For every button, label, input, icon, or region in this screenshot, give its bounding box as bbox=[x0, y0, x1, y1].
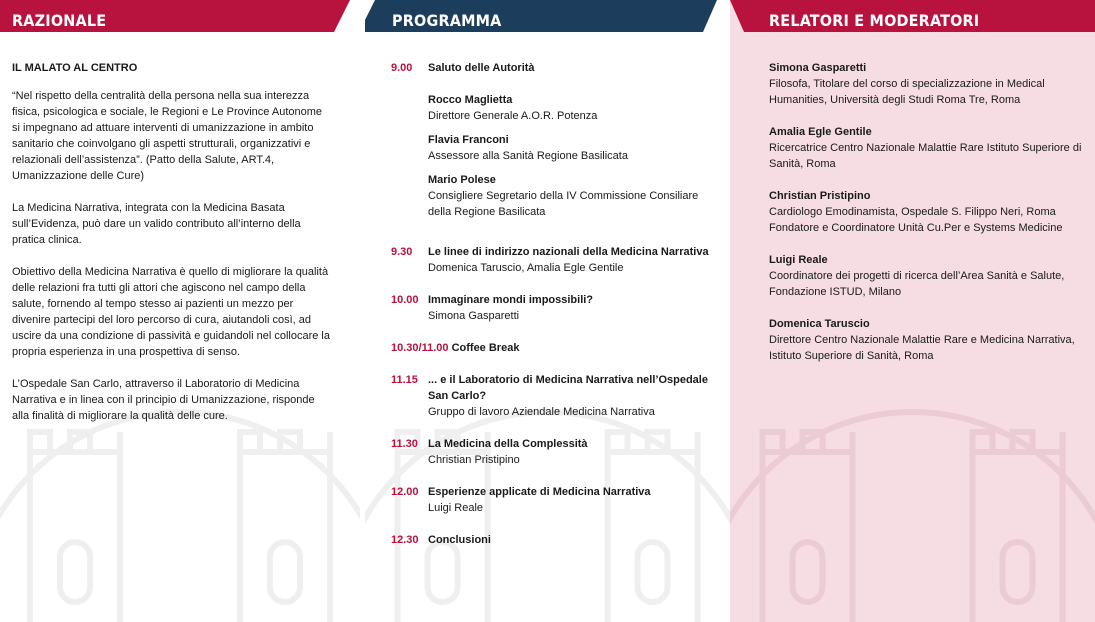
program-item bbox=[391, 292, 721, 324]
program-item bbox=[391, 532, 721, 548]
program-speaker: Luigi Reale bbox=[428, 502, 484, 514]
program-banner-title: PROGRAMMA bbox=[392, 11, 502, 30]
program-speaker: Domenica Taruscio, Amalia Egle Gentile bbox=[428, 262, 624, 274]
program-item bbox=[391, 484, 721, 516]
program-speaker: Simona Gasparetti bbox=[428, 310, 520, 322]
program-speaker bbox=[428, 92, 721, 124]
program-item bbox=[391, 436, 721, 468]
speaker-entry bbox=[769, 124, 1089, 172]
program-time: 11.15 bbox=[391, 374, 418, 386]
program-banner bbox=[365, 0, 730, 32]
program-title: Esperienze applicate di Medicina Narrativa bbox=[428, 486, 651, 498]
program-speaker: Gruppo di lavoro Aziendale Medicina Narrativa bbox=[428, 406, 655, 418]
program-time: 10.00 bbox=[391, 294, 419, 306]
program-title: Saluto delle Autorità bbox=[428, 62, 535, 74]
speaker-name: Mario Polese bbox=[428, 174, 496, 186]
speaker-name: Christian Pristipino bbox=[769, 190, 871, 202]
rationale-column bbox=[0, 0, 365, 622]
speakers-column bbox=[730, 0, 1095, 622]
program-title: Conclusioni bbox=[428, 534, 491, 546]
program-speaker bbox=[428, 172, 721, 220]
speaker-entry bbox=[769, 316, 1089, 364]
program-title: Le linee di indirizzo nazionali della Medicina Narrativa bbox=[428, 246, 709, 258]
program-time: 9.00 bbox=[391, 62, 413, 74]
speaker-name: Rocco Maglietta bbox=[428, 94, 513, 106]
speaker-name: Luigi Reale bbox=[769, 254, 828, 266]
rationale-subtitle: IL MALATO AL CENTRO bbox=[12, 62, 138, 74]
program-item bbox=[391, 244, 721, 276]
program-time: 12.00 bbox=[391, 486, 419, 498]
rationale-content bbox=[12, 60, 332, 440]
program-item bbox=[391, 60, 721, 220]
program-title: Immaginare mondi impossibili? bbox=[428, 294, 594, 306]
speakers-banner bbox=[730, 0, 1095, 32]
program-time: 9.30 bbox=[391, 246, 413, 258]
rationale-paragraph: La Medicina Narrativa, integrata con la Medicina Basata sull’Evidenza, può dare un valido contributo all’interno della pratica clinica. bbox=[12, 202, 301, 246]
program-time: 10.30/11.00 bbox=[391, 342, 449, 354]
speaker-bio: Ricercatrice Centro Nazionale Malattie Rare Istituto Superiore di Sanità, Roma bbox=[769, 142, 1082, 170]
speaker-name: Domenica Taruscio bbox=[769, 318, 870, 330]
program-time: 12.30 bbox=[391, 534, 419, 546]
rationale-paragraph: “Nel rispetto della centralità della persona nella sua interezza fisica, psicologica e sociale, le Regioni e Le Province Autonome si impegnano ad attuare interventi di umanizzazione in ambito sanitario che coinvolgano gli aspetti strutturali, organizzativi e relazionali dell’assistenza”. (Patto della Salute, ART.4, Umanizzazione delle Cure) bbox=[12, 90, 323, 182]
program-speaker: Christian Pristipino bbox=[428, 454, 520, 466]
tower-watermark-icon bbox=[730, 392, 1095, 622]
speaker-bio: Filosofa, Titolare del corso di specializzazione in Medical Humanities, Università degli Studi Roma Tre, Roma bbox=[769, 78, 1045, 106]
speaker-entry bbox=[769, 60, 1089, 108]
speaker-bio: Coordinatore dei progetti di ricerca dell’Area Sanità e Salute, Fondazione ISTUD, Milano bbox=[769, 270, 1065, 298]
speaker-name: Amalia Egle Gentile bbox=[769, 126, 872, 138]
rationale-paragraph: Obiettivo della Medicina Narrativa è quello di migliorare la qualità delle relazioni fra tutti gli attori che agiscono nel campo della salute, fornendo al tempo stesso ai pazienti un mezzo per divenire partecipi del loro percorso di cura, aiutandoli così, ad uscire da una condizione di passività e guidandoli nel collocare la propria esperienza in una prospettiva di senso. bbox=[12, 266, 330, 358]
speaker-role: Consigliere Segretario della IV Commissione Consiliare della Regione Basilicata bbox=[428, 190, 699, 218]
speaker-entry bbox=[769, 252, 1089, 300]
rationale-banner bbox=[0, 0, 365, 32]
speakers-content bbox=[769, 60, 1089, 380]
speakers-banner-title: RELATORI E MODERATORI bbox=[769, 11, 980, 30]
program-speaker bbox=[428, 132, 721, 164]
program-title: La Medicina della Complessità bbox=[428, 438, 588, 450]
program-item bbox=[391, 372, 721, 420]
speaker-name: Flavia Franconi bbox=[428, 134, 509, 146]
speaker-role: Assessore alla Sanità Regione Basilicata bbox=[428, 150, 628, 162]
program-column bbox=[365, 0, 730, 622]
speaker-bio: Cardiologo Emodinamista, Ospedale S. Filippo Neri, Roma Fondatore e Coordinatore Unità Cu.Per e Systems Medicine bbox=[769, 206, 1063, 234]
coffee-break bbox=[391, 340, 721, 356]
program-content bbox=[391, 60, 721, 564]
rationale-paragraph: L’Ospedale San Carlo, attraverso il Laboratorio di Medicina Narrativa e in linea con il principio di Umanizzazione, risponde alla finalità di migliorare la qualità delle cure. bbox=[12, 378, 315, 422]
program-title: ... e il Laboratorio di Medicina Narrativa nell’Ospedale San Carlo? bbox=[428, 374, 708, 402]
program-time: 11.30 bbox=[391, 438, 418, 450]
speaker-bio: Direttore Centro Nazionale Malattie Rare e Medicina Narrativa, Istituto Superiore di Sanità, Roma bbox=[769, 334, 1075, 362]
rationale-banner-title: RAZIONALE bbox=[12, 11, 107, 30]
speaker-entry bbox=[769, 188, 1089, 236]
speaker-name: Simona Gasparetti bbox=[769, 62, 867, 74]
program-title: Coffee Break bbox=[451, 342, 520, 354]
speaker-role: Direttore Generale A.O.R. Potenza bbox=[428, 110, 598, 122]
